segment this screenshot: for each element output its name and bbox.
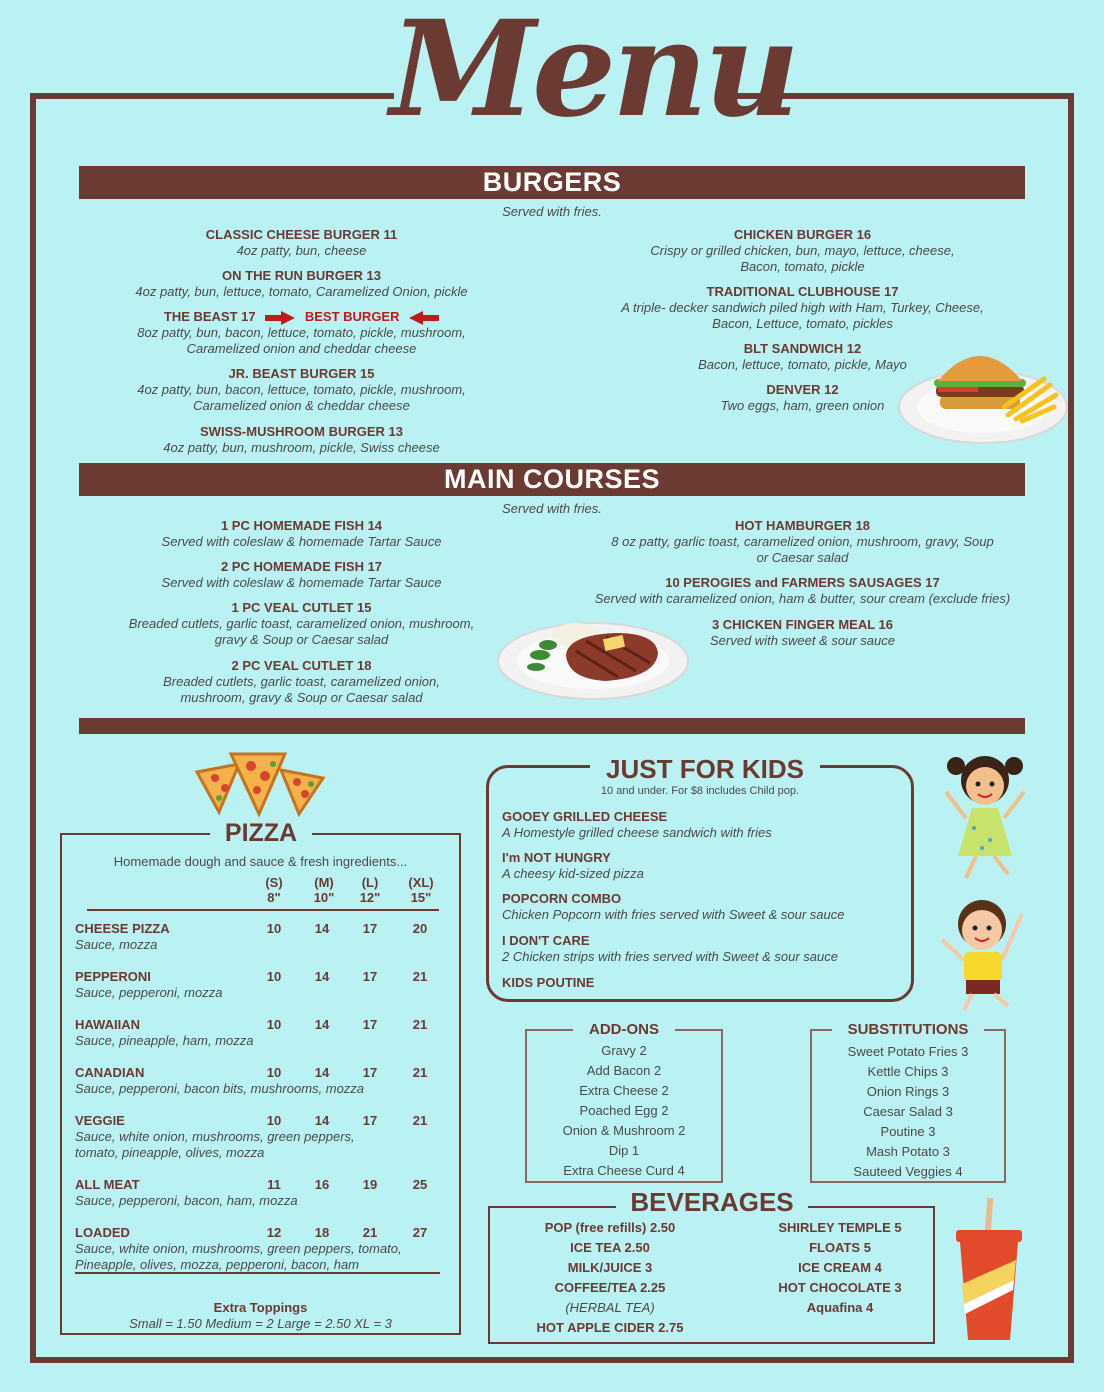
main-course-item: 1 PC HOMEMADE FISH 14 Served with coleslaw & homemade Tartar Sauce [161, 518, 442, 549]
pizza-slices-icon [193, 748, 327, 818]
arrow-right-icon [265, 311, 295, 325]
pizza-row: CANADIAN Sauce, pepperoni, bacon bits, mushrooms, mozza 10 14 17 21 [75, 1065, 428, 1096]
extra-toppings-prices: Small = 1.50 Medium = 2 Large = 2.50 XL = 3 [129, 1316, 392, 1331]
size-small: (S) 8" [265, 875, 283, 905]
best-burger-badge: BEST BURGER [304, 309, 400, 324]
main-courses-heading: MAIN COURSES [79, 463, 1025, 496]
pizza-row: VEGGIE Sauce, white onion, mushrooms, green peppers, tomato, pineapple, olives, mozza 10 14 17 21 [75, 1113, 428, 1160]
kids-item: KIDS POUTINE [502, 975, 595, 990]
substitution-item: Poutine 3 [880, 1124, 936, 1139]
kids-item: I'm NOT HUNGRY A cheesy kid-sized pizza [502, 850, 644, 881]
kids-item: GOOEY GRILLED CHEESE A Homestyle grilled cheese sandwich with fries [502, 809, 772, 840]
substitution-item: Sauteed Veggies 4 [853, 1164, 963, 1179]
substitutions-heading: SUBSTITUTIONS [832, 1021, 984, 1038]
arrow-left-icon [409, 311, 439, 325]
addon-item: Onion & Mushroom 2 [562, 1123, 686, 1138]
burger-item: SWISS-MUSHROOM BURGER 13 4oz patty, bun, mushroom, pickle, Swiss cheese [163, 424, 440, 455]
beverage-item: POP (free refills) 2.50 [544, 1220, 676, 1235]
substitution-item: Onion Rings 3 [866, 1084, 950, 1099]
burger-item: JR. BEAST BURGER 15 4oz patty, bun, bacon, lettuce, tomato, pickle, mushroom, Caramelized onion & cheddar cheese [137, 366, 466, 413]
addon-item: Poached Egg 2 [579, 1103, 669, 1118]
addon-item: Add Bacon 2 [586, 1063, 662, 1078]
pizza-row: LOADED Sauce, white onion, mushrooms, green peppers, tomato, Pineapple, olives, mozza, pepperoni, bacon, ham 12 18 21 27 [75, 1225, 428, 1272]
pizza-header-rule [87, 909, 439, 911]
kids-heading: JUST FOR KIDS [590, 754, 820, 785]
substitution-item: Mash Potato 3 [866, 1144, 950, 1159]
main-course-item: 2 PC VEAL CUTLET 18 Breaded cutlets, garlic toast, caramelized onion, mushroom, gravy & Soup or Caesar salad [163, 658, 440, 705]
addon-item: Extra Cheese Curd 4 [563, 1163, 685, 1178]
pizza-row: ALL MEAT Sauce, pepperoni, bacon, ham, mozza 11 16 19 25 [75, 1177, 428, 1208]
pizza-footer-rule [75, 1272, 440, 1274]
substitution-item: Caesar Salad 3 [863, 1104, 953, 1119]
addon-item: Extra Cheese 2 [579, 1083, 669, 1098]
beverage-item: COFFEE/TEA 2.25 [554, 1280, 666, 1295]
burgers-note: Served with fries. [502, 204, 602, 219]
burger-item: ON THE RUN BURGER 13 4oz patty, bun, lettuce, tomato, Caramelized Onion, pickle [135, 268, 468, 299]
substitution-item: Kettle Chips 3 [867, 1064, 949, 1079]
size-large: (L) 12" [359, 875, 381, 905]
kids-item: POPCORN COMBO Chicken Popcorn with fries served with Sweet & sour sauce [502, 891, 845, 922]
soda-cup-icon [950, 1196, 1030, 1346]
substitution-item: Sweet Potato Fries 3 [847, 1044, 969, 1059]
beverage-item: FLOATS 5 [809, 1240, 871, 1255]
beverage-item: ICE CREAM 4 [798, 1260, 882, 1275]
burger-plate-icon [898, 345, 1068, 445]
beverages-heading: BEVERAGES [616, 1187, 808, 1218]
beverage-item: MILK/JUICE 3 [567, 1260, 653, 1275]
size-medium: (M) 10" [313, 875, 335, 905]
burgers-heading: BURGERS [79, 166, 1025, 199]
burger-item: CLASSIC CHEESE BURGER 11 4oz patty, bun, cheese [205, 227, 398, 258]
kids-note: 10 and under. For $8 includes Child pop. [600, 785, 800, 797]
pizza-heading: PIZZA [210, 819, 312, 848]
addons-heading: ADD-ONS [573, 1021, 675, 1038]
burger-item: CHICKEN BURGER 16 Crispy or grilled chicken, bun, mayo, lettuce, cheese, Bacon, tomato, pickle [650, 227, 955, 274]
burger-item: TRADITIONAL CLUBHOUSE 17 A triple- decker sandwich piled high with Ham, Turkey, Cheese, Bacon, Lettuce, tomato, pickles [621, 284, 984, 331]
main-course-item: 2 PC HOMEMADE FISH 17 Served with coleslaw & homemade Tartar Sauce [161, 559, 442, 590]
beverage-item: HOT APPLE CIDER 2.75 [536, 1320, 684, 1335]
addon-item: Dip 1 [608, 1143, 640, 1158]
kids-box [486, 765, 914, 1002]
main-course-item: 1 PC VEAL CUTLET 15 Breaded cutlets, garlic toast, caramelized onion, mushroom, gravy & Soup or Caesar salad [128, 600, 475, 647]
main-course-item: HOT HAMBURGER 18 8 oz patty, garlic toast, caramelized onion, mushroom, gravy, Soup or Caesar salad [611, 518, 994, 565]
addon-item: Gravy 2 [601, 1043, 647, 1058]
burger-item: BLT SANDWICH 12 Bacon, lettuce, tomato, pickle, Mayo [698, 341, 907, 372]
beverage-item: SHIRLEY TEMPLE 5 [778, 1220, 902, 1235]
main-course-item: 10 PEROGIES and FARMERS SAUSAGES 17 Served with caramelized onion, ham & butter, sour cream (exclude fries) [594, 575, 1011, 606]
beverage-item: Aquafina 4 [806, 1300, 874, 1315]
main-course-item: 3 CHICKEN FINGER MEAL 16 Served with sweet & sour sauce [710, 617, 895, 648]
pizza-row: HAWAIIAN Sauce, pineapple, ham, mozza 10 14 17 21 [75, 1017, 428, 1048]
section-divider [79, 718, 1025, 734]
beverage-item: ICE TEA 2.50 [570, 1240, 650, 1255]
girl-kid-icon [940, 748, 1030, 886]
boy-kid-icon [936, 894, 1032, 1014]
pizza-row: CHEESE PIZZA Sauce, mozza 10 14 17 20 [75, 921, 428, 952]
pizza-intro: Homemade dough and sauce & fresh ingredients... [113, 854, 408, 869]
steak-plate-icon [496, 615, 690, 703]
pizza-row: PEPPERONI Sauce, pepperoni, mozza 10 14 17 21 [75, 969, 428, 1000]
kids-item: I DON'T CARE 2 Chicken strips with fries served with Sweet & sour sauce [502, 933, 838, 964]
beverage-item: (HERBAL TEA) [565, 1300, 655, 1315]
burger-item: DENVER 12 Two eggs, ham, green onion [720, 382, 885, 413]
beverage-item: HOT CHOCOLATE 3 [778, 1280, 902, 1295]
size-xl: (XL) 15" [408, 875, 434, 905]
extra-toppings-title: Extra Toppings [213, 1300, 308, 1315]
menu-title: Menu [390, 0, 797, 147]
burger-item: THE BEAST 17 BEST BURGER 8oz patty, bun, bacon, lettuce, tomato, pickle, mushroom, Caramelized onion and cheddar cheese [137, 309, 466, 356]
main-courses-note: Served with fries. [502, 501, 602, 516]
